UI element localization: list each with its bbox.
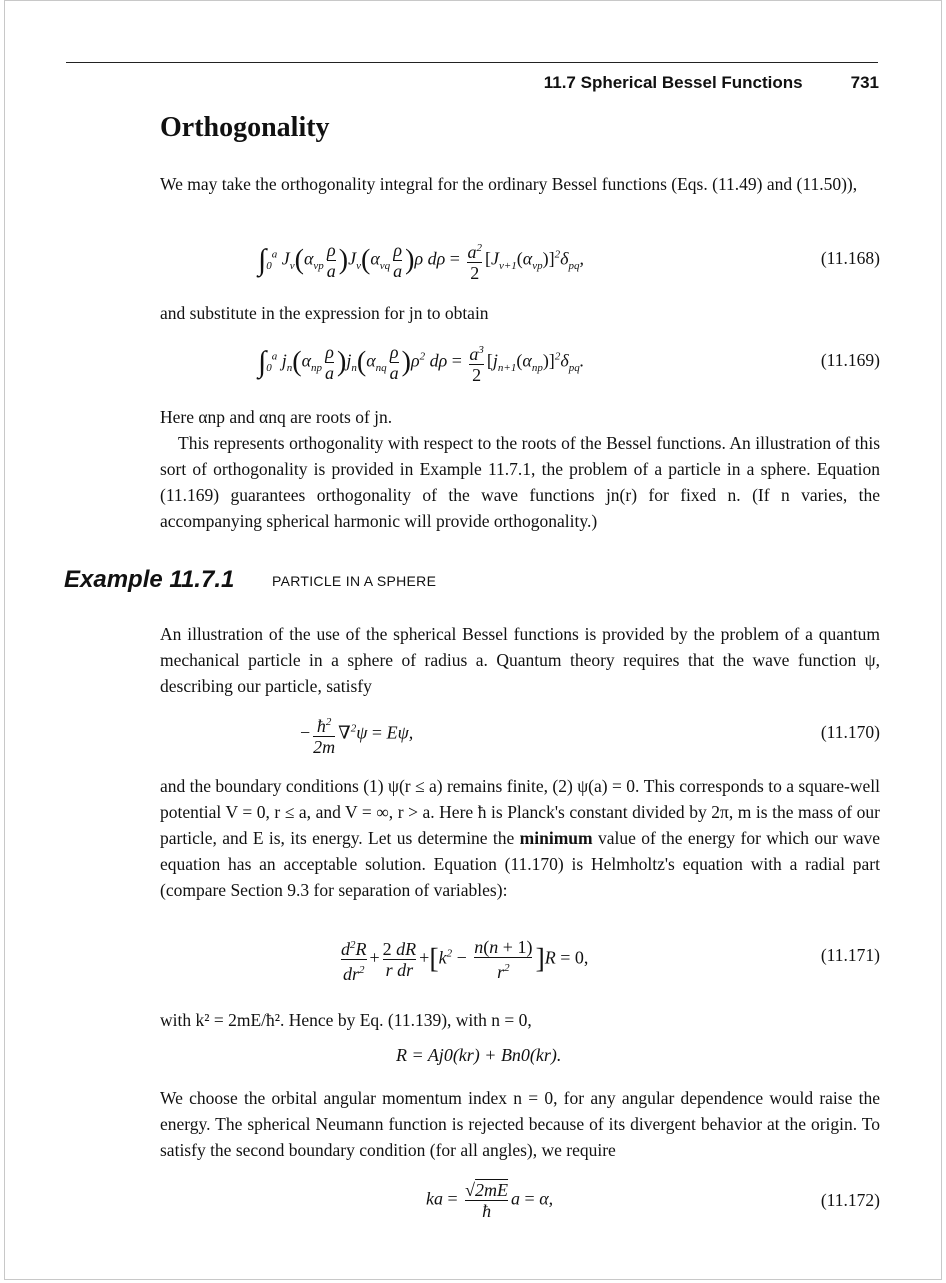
paragraph-2: and substitute in the expression for jn to obtain	[160, 303, 489, 323]
equation-R	[160, 1043, 880, 1073]
paragraph-1: We may take the orthogonality integral for the ordinary Bessel functions (Eqs. (11.49) and (11.50)),	[160, 174, 858, 194]
equation-11-172-body: ka = $\frac{√2mE}{ħ}$ a = α,	[426, 1180, 554, 1221]
paragraph-4: This represents orthogonality with respect to the roots of the Bessel functions. An illustration of this sort of orthogonality is provided in Example 11.7.1, the problem of a particle in a sphere. Equation (11.169) guarantees orthogonality of the wave functions jn(r) for fixed n. (If n varies, the accompanying spherical harmonic will provide orthogonality.)	[160, 433, 880, 531]
header-rule	[66, 62, 878, 63]
paragraph-6-bold: minimum	[519, 828, 593, 848]
paragraph-6-part-2: value of the energy for which our wave equation has an acceptable solution. Equation (11.170) is Helmholtz's equation with a radial part (compare Section 9.3 for separation of variables):	[160, 828, 881, 900]
paragraph-8: We choose the orbital angular momentum index n = 0, for any angular dependence would raise the energy. The spherical Neumann function is rejected because of its divergent behavior at the origin. To satisfy the second boundary condition (for all angles), we require	[160, 1088, 880, 1160]
equation-11-169	[160, 340, 880, 384]
equation-11-169-body: $\int_0^a$ $j_n(\alpha_{np}$ $\frac{\rho}{a}$ )$j_n(\alpha_{nq}$ $\frac{\rho}{a}$ )$\rho^2$ dρ = $\frac{a^3}{2}$ $[j_{n+1}(\alpha_{np})]^2\delta_{pq}$.	[258, 342, 585, 385]
equation-R-body: R = Aj0(kr) + Bn0(kr).	[396, 1045, 562, 1065]
example-title: PARTICLE IN A SPHERE	[272, 573, 437, 589]
equation-number-11-170: (11.170)	[820, 722, 880, 742]
equation-11-170	[160, 712, 880, 756]
equation-number-11-171: (11.171)	[820, 945, 880, 965]
equation-number-11-169: (11.169)	[820, 350, 880, 370]
example-label: Example 11.7.1	[64, 566, 235, 593]
equation-number-11-168: (11.168)	[820, 248, 880, 268]
page-number: 731	[850, 73, 879, 92]
equation-11-171	[160, 935, 880, 984]
section-heading: Orthogonality	[160, 112, 330, 143]
paragraph-6	[160, 773, 880, 903]
equation-11-170-body: − $\frac{ħ^2}{2m}$ ∇$^2$ψ = Eψ,	[300, 716, 414, 757]
equation-11-168	[160, 238, 880, 282]
header-section-title: 11.7 Spherical Bessel Functions	[543, 73, 803, 92]
paragraph-6-part-1: and the boundary conditions (1) ψ(r ≤ a) remains finite, (2) ψ(a) = 0. This corresponds to a square-well potential V = 0, r ≤ a, and V = ∞, r > a. Here ħ is Planck's constant divided by 2π, m is the mass of our particle, and E is, its energy. Let us determine the	[160, 776, 880, 848]
paragraph-7: with k² = 2mE/ħ². Hence by Eq. (11.139), with n = 0,	[160, 1010, 532, 1030]
running-header	[544, 73, 879, 93]
paragraph-3: Here αnp and αnq are roots of jn.	[160, 407, 393, 427]
equation-11-172	[160, 1180, 880, 1224]
paragraph-5: An illustration of the use of the spherical Bessel functions is provided by the problem of a quantum mechanical particle in a sphere of radius a. Quantum theory requires that the wave function ψ, describing our particle, satisfy	[160, 624, 880, 696]
equation-11-171-body: $\frac{d^2R}{dr^2}$ + $\frac{2 dR}{\text{r dr}}$ $+[k^2$ − $\frac{n(n + 1)}{r^2}$ ]R = 0,	[341, 937, 589, 984]
equation-number-11-172: (11.172)	[820, 1190, 880, 1210]
equation-11-168-body: $\int_0^a$ $J_\nu(\alpha_{\nu p}$ $\frac{\rho}{a}$ )$J_\nu(\alpha_{\nu q}$ $\frac{\rho}{a}$ )ρ dρ = $\frac{a^2}{2}$ $[J_{\nu+1}(\alpha_{\nu p})]^2\delta_{pq}$,	[258, 240, 584, 283]
